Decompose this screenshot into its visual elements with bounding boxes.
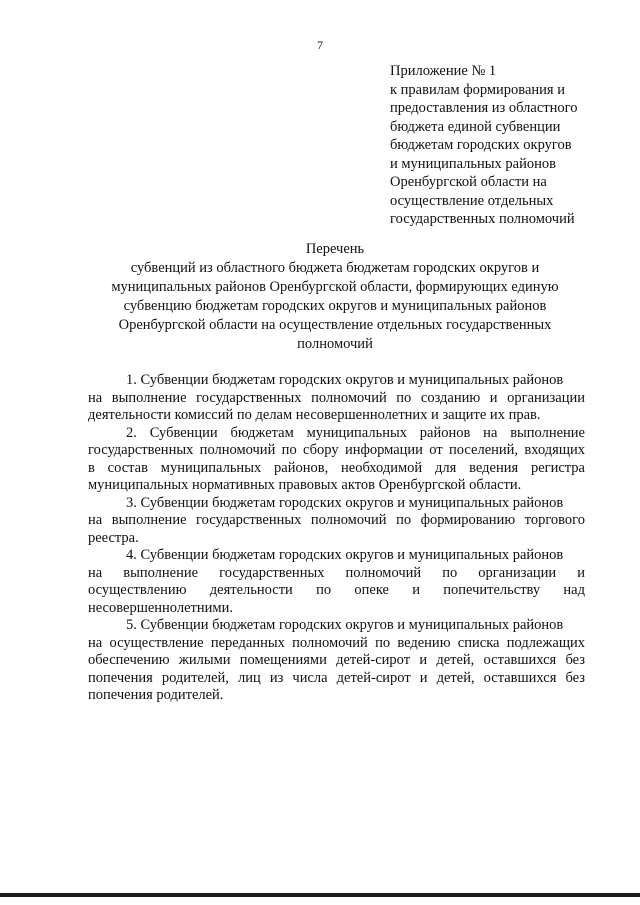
item-line: на осуществление переданных полномочий по ведению списка подлежащих: [88, 634, 585, 651]
appendix-line: бюджетам городских округов: [390, 137, 572, 153]
appendix-line: и муниципальных районов: [390, 155, 556, 172]
item-line: в состав муниципальных районов, необходимой для ведения регистра: [88, 459, 585, 476]
item-line: осуществлению деятельности по опеке и попечительству над: [88, 582, 585, 598]
appendix-line: бюджета единой субвенции: [390, 118, 561, 135]
item-line: несовершеннолетними.: [88, 599, 233, 616]
list-item: [88, 617, 585, 705]
subvention-list: [88, 372, 585, 705]
list-item: [88, 372, 585, 425]
list-item: [88, 425, 585, 495]
item-line: 4. Субвенции бюджетам городских округов и муниципальных районов: [126, 547, 564, 563]
item-line: на выполнение государственных полномочий по организации и: [88, 564, 585, 581]
appendix-line: осуществление отдельных: [390, 192, 554, 209]
title-line: субвенций из областного бюджета бюджетам городских округов и: [130, 260, 540, 276]
title-line: муниципальных районов Оренбургской области, формирующих единую: [111, 279, 559, 295]
appendix-line: к правилам формирования и: [390, 81, 565, 98]
title-line: Оренбургской области на осуществление отдельных государственных: [118, 317, 552, 333]
page-number: 7: [317, 38, 323, 52]
item-line: попечения родителей, лиц из числа детей-сирот и детей, оставшихся без: [88, 669, 585, 686]
item-line: попечения родителей.: [88, 687, 224, 703]
appendix-line: предоставления из областного: [390, 100, 578, 116]
item-line: муниципальных нормативных правовых актов Оренбургской области.: [88, 477, 522, 493]
item-line: на выполнение государственных полномочий по созданию и организации: [88, 389, 585, 406]
bottom-scan-edge: [0, 893, 640, 897]
title-line: субвенцию бюджетам городских округов и муниципальных районов: [123, 298, 547, 314]
title-line: полномочий: [297, 336, 373, 352]
appendix-line: Оренбургской области на: [390, 174, 547, 190]
item-line: на выполнение государственных полномочий по формированию торгового: [88, 512, 585, 528]
item-line: 5. Субвенции бюджетам городских округов и муниципальных районов: [126, 617, 564, 633]
title-heading: Перечень: [305, 241, 365, 257]
appendix-header: [390, 62, 630, 229]
item-line: реестра.: [88, 529, 139, 546]
item-line: 1. Субвенции бюджетам городских округов и муниципальных районов: [126, 372, 564, 388]
appendix-line: государственных полномочий: [390, 211, 575, 227]
list-item: [88, 495, 585, 548]
item-line: государственных полномочий по сбору информации от поселений, входящих: [88, 442, 585, 458]
item-line: 3. Субвенции бюджетам городских округов и муниципальных районов: [126, 494, 564, 511]
list-item: [88, 547, 585, 617]
item-line: деятельности комиссий по делам несовершеннолетних и защите их прав.: [88, 407, 541, 423]
item-line: обеспечению жилыми помещениями детей-сирот и детей, оставшихся без: [88, 652, 585, 668]
document-title: [80, 240, 590, 354]
appendix-line: Приложение № 1: [390, 63, 497, 79]
item-line: 2. Субвенции бюджетам муниципальных районов на выполнение: [126, 424, 585, 441]
